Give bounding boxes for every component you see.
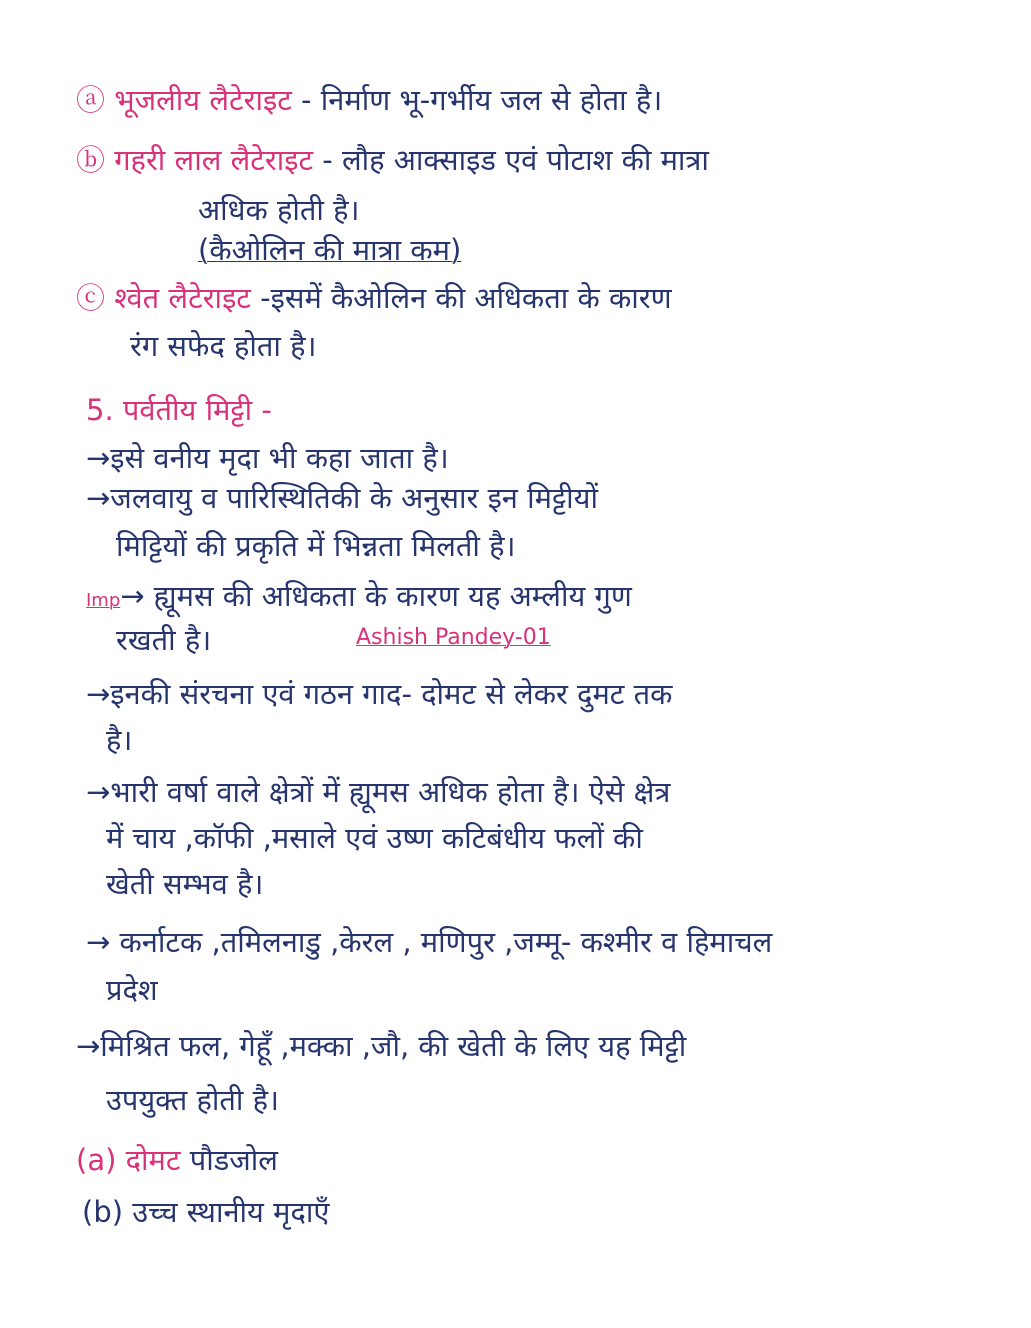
note-text: खेती सम्भव है। xyxy=(106,867,264,901)
subheading-domat: (a) दोमट xyxy=(76,1143,181,1177)
important-mark: Imp xyxy=(86,590,121,611)
note-text: (b) उच्च स्थानीय मृदाएँ xyxy=(82,1195,330,1229)
note-text: →जलवायु व पारिस्थितिकी के अनुसार इन मिट्टीयों xyxy=(86,481,598,515)
note-text: → कर्नाटक ,तमिलनाडु ,केरल , मणिपुर ,जम्मू- कश्मीर व हिमाचल xyxy=(86,925,773,959)
note-text: (कैओलिन की मात्रा कम) xyxy=(198,233,462,267)
note-text: →भारी वर्षा वाले क्षेत्रों में ह्यूमस अधिक होता है। ऐसे क्षेत्र xyxy=(86,775,671,809)
note-line xyxy=(76,278,672,318)
subheading-gahri-lal-laterite: ⓑ गहरी लाल लैटेराइट xyxy=(76,143,314,177)
note-line xyxy=(76,1140,278,1180)
note-text: है। xyxy=(106,723,133,757)
subheading-shwet-laterite: ⓒ श्वेत लैटेराइट xyxy=(76,281,251,315)
note-line xyxy=(86,576,632,621)
note-text: रंग सफेद होता है। xyxy=(130,329,317,363)
note-text: अधिक होती है। xyxy=(198,193,360,227)
subheading-bhujaliya-laterite: ⓐ भूजलीय लैटेराइट xyxy=(76,83,292,117)
signature: Ashish Pandey-01 xyxy=(356,625,551,650)
note-line xyxy=(76,140,709,180)
note-text: में चाय ,कॉफी ,मसाले एवं उष्ण कटिबंधीय फलों की xyxy=(106,821,643,855)
note-text: प्रदेश xyxy=(106,973,158,1007)
note-text: - निर्माण भू-गर्भीय जल से होता है। xyxy=(291,83,663,117)
note-text: → ह्यूमस की अधिकता के कारण यह अम्लीय गुण xyxy=(120,579,632,613)
note-text: →इनकी संरचना एवं गठन गाद- दोमट से लेकर दुमट तक xyxy=(86,677,673,711)
note-text: -इसमें कैओलिन की अधिकता के कारण xyxy=(250,281,672,315)
section-heading: 5. पर्वतीय मिट्टी - xyxy=(86,393,272,427)
note-text: - लौह आक्साइड एवं पोटाश की मात्रा xyxy=(313,143,709,177)
note-text: रखती है। xyxy=(116,623,212,657)
note-line xyxy=(76,80,662,120)
note-text: पौडजोल xyxy=(180,1143,278,1177)
note-text: →मिश्रित फल, गेहूँ ,मक्का ,जौ, की खेती के लिए यह मिट्टी xyxy=(76,1029,687,1063)
note-text: उपयुक्त होती है। xyxy=(106,1083,280,1117)
note-text: मिट्टियों की प्रकृति में भिन्नता मिलती है। xyxy=(116,529,516,563)
note-text: →इसे वनीय मृदा भी कहा जाता है। xyxy=(86,441,449,475)
